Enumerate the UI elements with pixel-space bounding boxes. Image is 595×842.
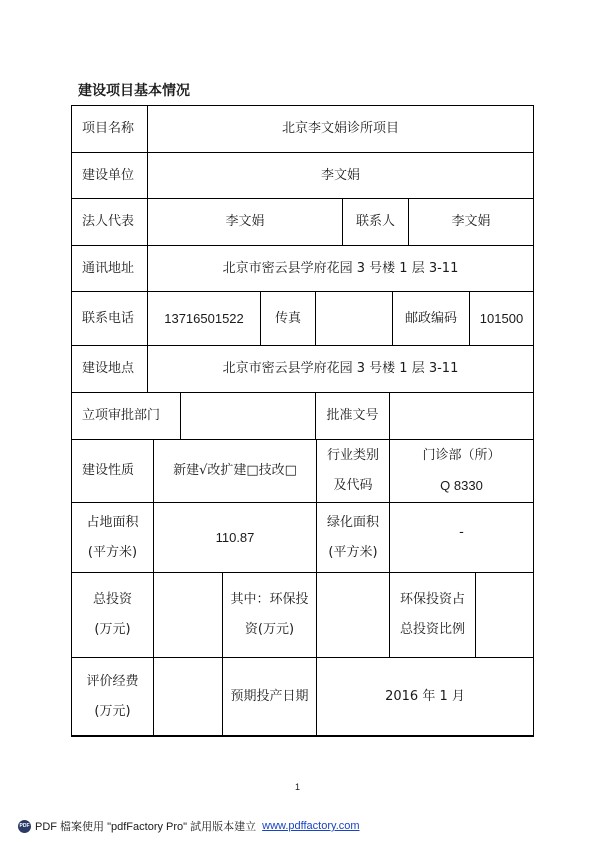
section-title: 建设项目基本情况	[78, 83, 190, 99]
value-project-name: 北京李文娟诊所项目	[281, 121, 399, 136]
label-site: 建设地点	[82, 361, 135, 376]
value-nature: 新建√改扩建□技改□	[173, 463, 297, 478]
label-total-investment-line1: 总投资	[92, 592, 132, 607]
value-total-investment	[154, 573, 222, 657]
value-industry	[390, 440, 533, 502]
label-env-investment	[223, 573, 316, 657]
value-postal-code: 101500	[479, 310, 524, 326]
label-legal-rep: 法人代表	[82, 214, 135, 229]
label-total-investment-line2: (万元)	[94, 622, 131, 637]
value-industry-name: 门诊部（所）	[422, 448, 501, 463]
value-construction-unit: 李文娟	[320, 167, 360, 183]
label-nature: 建设性质	[82, 463, 135, 478]
label-green-area	[317, 503, 389, 572]
label-env-ratio-line1: 环保投资占	[399, 592, 465, 607]
footer-text: PDF 檔案使用 "pdfFactory Pro" 試用版本建立	[35, 821, 257, 833]
value-production-date: 2016 年 1 月	[385, 688, 465, 704]
value-legal-rep: 李文娟	[225, 214, 265, 229]
label-assessment-fee-line1: 评价经费	[86, 673, 139, 689]
label-assessment-fee-line2: (万元)	[94, 703, 131, 719]
label-postal-code: 邮政编码	[404, 310, 457, 326]
label-industry-line1: 行业类别	[326, 448, 379, 463]
footer-link[interactable]: www.pdffactory.com	[262, 820, 360, 832]
label-industry-line2: 及代码	[333, 478, 373, 493]
page-number: 1	[294, 782, 300, 792]
label-assessment-fee	[72, 658, 153, 735]
label-industry	[317, 440, 389, 502]
label-green-area-line1: 绿化面积	[326, 514, 379, 530]
value-approval-dept	[181, 393, 315, 439]
label-land-area	[72, 503, 153, 572]
label-env-investment-line1: 其中：环保投	[230, 592, 309, 607]
value-contact: 李文娟	[451, 214, 491, 229]
pdf-footer	[18, 818, 360, 834]
value-assessment-fee	[154, 658, 222, 735]
label-fax: 传真	[274, 310, 301, 326]
label-green-area-line2: (平方米)	[328, 544, 378, 560]
label-env-ratio	[390, 573, 475, 657]
label-land-area-line2: (平方米)	[87, 544, 138, 560]
label-production-date: 预期投产日期	[230, 688, 309, 704]
value-phone: 13716501522	[164, 310, 244, 326]
table-border-bottom	[71, 735, 534, 737]
label-approval-dept: 立项审批部门	[82, 408, 161, 423]
label-env-ratio-line2: 总投资比例	[399, 622, 465, 637]
value-green-area: -	[459, 524, 464, 540]
value-address: 北京市密云县学府花园 3 号楼 1 层 3-11	[222, 260, 459, 276]
value-fax	[316, 292, 392, 345]
label-project-name: 项目名称	[82, 121, 135, 136]
value-site: 北京市密云县学府花园 3 号楼 1 层 3-11	[222, 361, 459, 376]
value-env-ratio	[476, 573, 533, 657]
value-env-investment	[317, 573, 389, 657]
label-approval-doc: 批准文号	[326, 408, 379, 423]
value-land-area: 110.87	[215, 529, 255, 545]
label-construction-unit: 建设单位	[82, 167, 135, 183]
label-land-area-line1: 占地面积	[86, 514, 139, 530]
label-contact: 联系人	[355, 214, 395, 229]
label-total-investment	[72, 573, 153, 657]
value-approval-doc	[390, 393, 533, 439]
table-border-right	[533, 105, 534, 737]
label-address: 通讯地址	[82, 260, 135, 276]
label-phone: 联系电话	[82, 310, 135, 326]
value-industry-code: Q 8330	[440, 478, 483, 493]
pdf-icon: PDF	[18, 820, 31, 833]
label-env-investment-line2: 资(万元)	[244, 622, 295, 637]
